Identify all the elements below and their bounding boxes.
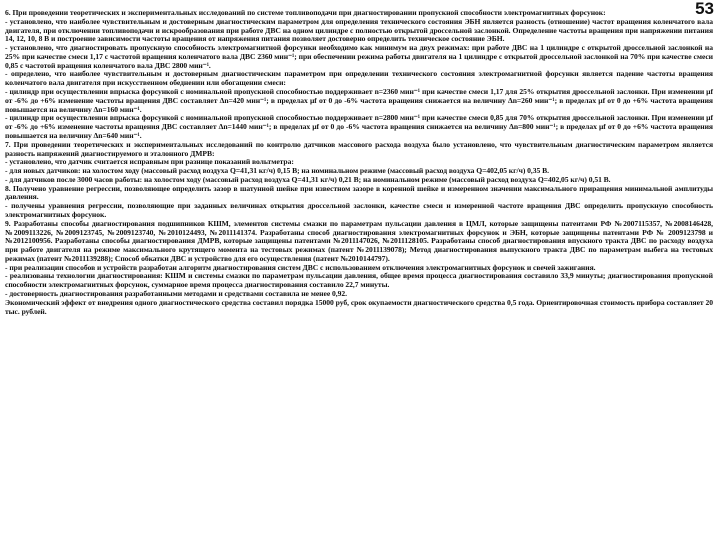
paragraph: - цилиндр при осуществлении впрыска форсункой с номинальной пропускной способностью поддерживает n=2360 мин⁻¹ при качестве смеси 1,17 для 25% открытия дроссельной заслонки. При изменении µf от -6% до +6% изменение частоты вращения ДВС составляет Δn=420 мин⁻¹; в пределах µf от 0 до -6% частота вращения снижается на величину Δn=260 мин⁻¹; в пределах µf от 0 до +6% частота вращения повышается на величину Δn=160 мин⁻¹. xyxy=(5,87,713,114)
paragraph: - достоверность диагностирования разработанными методами и средствами составила не менее 0,92. xyxy=(5,289,347,298)
paragraph: - цилиндр при осуществлении впрыска форсункой с номинальной пропускной способностью поддерживает n=2800 мин⁻¹ при качестве смеси 0,85 для 70% открытия дроссельной заслонки. При изменении µf от -6% до +6% изменение частоты вращения ДВС составляет Δn=1440 мин⁻¹; в пределах µf от 0 до -6% частота вращения снижается на величину Δn=800 мин⁻¹; в пределах µf от 0 до +6% частота вращения повышается на величину Δn=640 мин⁻¹. xyxy=(5,113,713,140)
paragraph: - установлено, что диагностировать пропускную способность электромагнитной форсунки необходимо как минимум на двух режимах: при работе ДВС на 1 цилиндре с открытой дроссельной заслонкой на 25% при качестве смеси 1,17 с частотой вращения коленчатого вала ДВС 2360 мин⁻¹; при обеспечении режима работы двигателя на 1 цилиндре с открытой дроссельной заслонкой на 70% при качестве смеси 0,85 с частотой вращения коленчатого вала ДВС 2800 мин⁻¹. xyxy=(5,43,713,70)
paragraph: - установлено, что наиболее чувствительным и достоверным диагностическим параметром для определения технического состояния ЭБН является разность (отношение) частот вращения коленчатого вала двигателя, при отключении топливоподачи и искрообразования при работе ДВС на одном цилиндре с полностью открытой дроссельной заслонкой. Определение частоты вращения при напряжении питания 14, 12, 10, 8 В и построение зависимости частоты вращения от напряжения питания позволяет достоверно определить техническое состояние ЭБН. xyxy=(5,16,713,44)
paragraph: - реализованы технологии диагностирования: КШМ и системы смазки по параметрам пульсации давления, общее время процесса диагностирования составило 33,9 минуты; диагностирования пропускной способности электромагнитных форсунок, суммарное время процесса диагностирования составило 22,7 минуты. xyxy=(5,271,713,290)
paragraph: - получены уравнения регрессии, позволяющие при заданных величинах открытия дроссельной заслонки, качестве смеси и измеренной частоте вращения ДВС определить пропускную способность электромагнитных форсунок. xyxy=(5,201,713,219)
paragraph: - для новых датчиков: на холостом ходу (массовый расход воздуха Q=41,31 кг/ч) 0,15 В; на номинальном режиме (массовый расход воздуха Q=402,05 кг/ч) 0,35 В. xyxy=(5,166,549,176)
paragraph: 7. При проведении теоретических и экспериментальных исследований по контролю датчиков массового расхода воздуха было установлено, что чувствительным диагностическим параметром является разность напряжений диагностируемого и эталонного ДМРВ: xyxy=(5,139,713,158)
paragraph: - установлено, что датчик считается исправным при разнице показаний вольтметра: xyxy=(5,157,294,167)
paragraph: 6. При проведении теоретических и экспериментальных исследований по системе топливоподачи при диагностировании пропускной способности электромагнитных форсунок: xyxy=(5,8,606,17)
document-body xyxy=(5,9,713,316)
paragraph: 9. Разработаны способы диагностирования подшипников КШМ, элементов системы смазки по параметрам пульсации давления в ЦМЛ, которые защищены патентами РФ №2007115357, №2008146428, №2009113226, №2009123745, №2009123740, №2010124493, №2011141374. Разработаны способ диагностирования электромагнитных форсунок и ЭБН, которые защищены патентами РФ № 2009123798 и №2012100956. Разработаны способы диагностирования ДМРВ, которые защищены патентами №2011147026, №2011128105. Разработаны способ диагностирования впускного тракта ДВС по расходу воздуха при работе двигателя на режиме максимального крутящего момента на тестовых режимах (патент №2011139078); Метод диагностирования выпускного тракта ДВС по параметрам выбега на тестовых режимах (патент №2011139288); Способ обкатки ДВС и устройство для его осуществления (патент №2010144797). xyxy=(5,218,713,263)
page-number: 53 xyxy=(695,0,714,18)
paragraph: Экономический эффект от внедрения одного диагностического средства составил порядка 15000 руб, срок окупаемости диагностического средства 0,5 года. Ориентировочная стоимость прибора составляет 20 тыс. рублей. xyxy=(5,297,713,316)
paragraph: - при реализации способов и устройств разработан алгоритм диагностирования систем ДВС с использованием отключения электромагнитных форсунок и свечей зажигания. xyxy=(5,262,596,272)
paragraph: - определено, что наиболее чувствительным и достоверным диагностическим параметром при определении технического состояния электромагнитной форсунки является падение частоты вращения коленчатого вала двигателя при искусственном обеднении или обогащении смеси: xyxy=(5,69,713,88)
paragraph: - для датчиков после 3000 часов работы: на холостом ходу (массовый расход воздуха Q=41,31 кг/ч) 0,21 В; на номинальном режиме (массовый расход воздуха Q=402,05 кг/ч) 0,51 В. xyxy=(5,174,611,184)
paragraph: 8. Получено уравнение регрессии, позволяющее определить зазор в шатунной шейке при известном зазоре в коренной шейке и измеренном значении максимального приращения минимальной амплитуды давления. xyxy=(5,183,713,202)
